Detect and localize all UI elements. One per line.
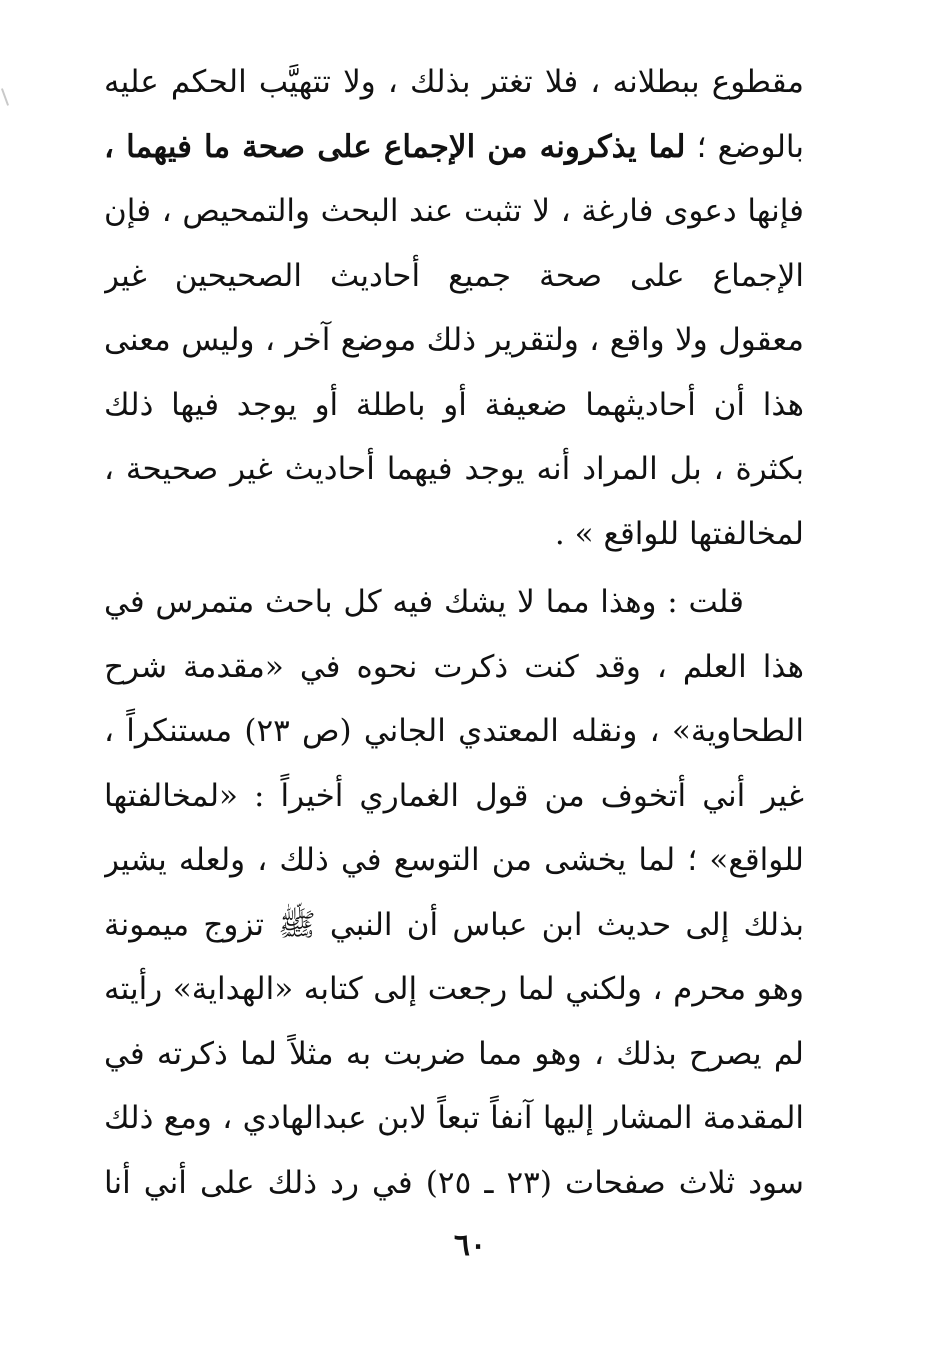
margin-mark <box>1 88 9 106</box>
text-line: مقطوع ببطلانه ، فلا تغتر بذلك ، ولا تتهيَّب الحكم عليه <box>104 64 804 100</box>
text-line: فإنها دعوى فارغة ، لا تثبت عند البحث والتمحيص ، فإن <box>104 193 804 229</box>
text-line: غير أني أتخوف من قول الغماري أخيراً : «لمخالفتها <box>104 777 804 814</box>
paragraph-1 <box>104 50 804 566</box>
text-line: لم يصرح بذلك ، وهو مما ضربت به مثلاً لما ذكرته في <box>104 1035 804 1072</box>
paragraph-2 <box>104 570 804 1215</box>
text-line: المقدمة المشار إليها آنفاً تبعاً لابن عبدالهادي ، ومع ذلك <box>104 1100 804 1136</box>
text-line: للواقع» ؛ لما يخشى من التوسع في ذلك ، ولعله يشير <box>104 842 804 878</box>
text-line: لمخالفتها للواقع » . <box>554 515 804 552</box>
text-line: هذا العلم ، وقد كنت ذكرت نحوه في «مقدمة شرح <box>104 648 804 685</box>
page-number: ٦٠ <box>453 1228 487 1263</box>
text-line: قلت : وهذا مما لا يشك فيه كل باحث متمرس في <box>104 584 744 620</box>
text-line: الطحاوية» ، ونقله المعتدي الجاني (ص ٢٣) مستنكراً ، <box>104 713 804 749</box>
text-line: بذلك إلى حديث ابن عباس أن النبي ﷺ تزوج ميمونة <box>104 906 804 943</box>
text-line: بكثرة ، بل المراد أنه يوجد فيهما أحاديث غير صحيحة ، <box>104 451 804 487</box>
text-line-with-emphasis <box>104 115 804 180</box>
text-line: سود ثلاث صفحات (٢٣ ـ ٢٥) في رد ذلك على أني أنا <box>104 1164 804 1201</box>
text-line: الإجماع على صحة جميع أحاديث الصحيحين غير <box>104 257 804 294</box>
plain-text: بالوضع ؛ <box>696 128 804 165</box>
text-line: وهو محرم ، ولكني لما رجعت إلى كتابه «الهداية» رأيته <box>104 971 804 1007</box>
text-line: معقول ولا واقع ، ولتقرير ذلك موضع آخر ، وليس معنى <box>104 322 804 358</box>
text-line: هذا أن أحاديثهما ضعيفة أو باطلة أو يوجد فيها ذلك <box>104 386 804 423</box>
body-text <box>104 50 804 1215</box>
bold-text: لما يذكرونه من الإجماع على صحة ما فيهما ، <box>104 128 686 165</box>
